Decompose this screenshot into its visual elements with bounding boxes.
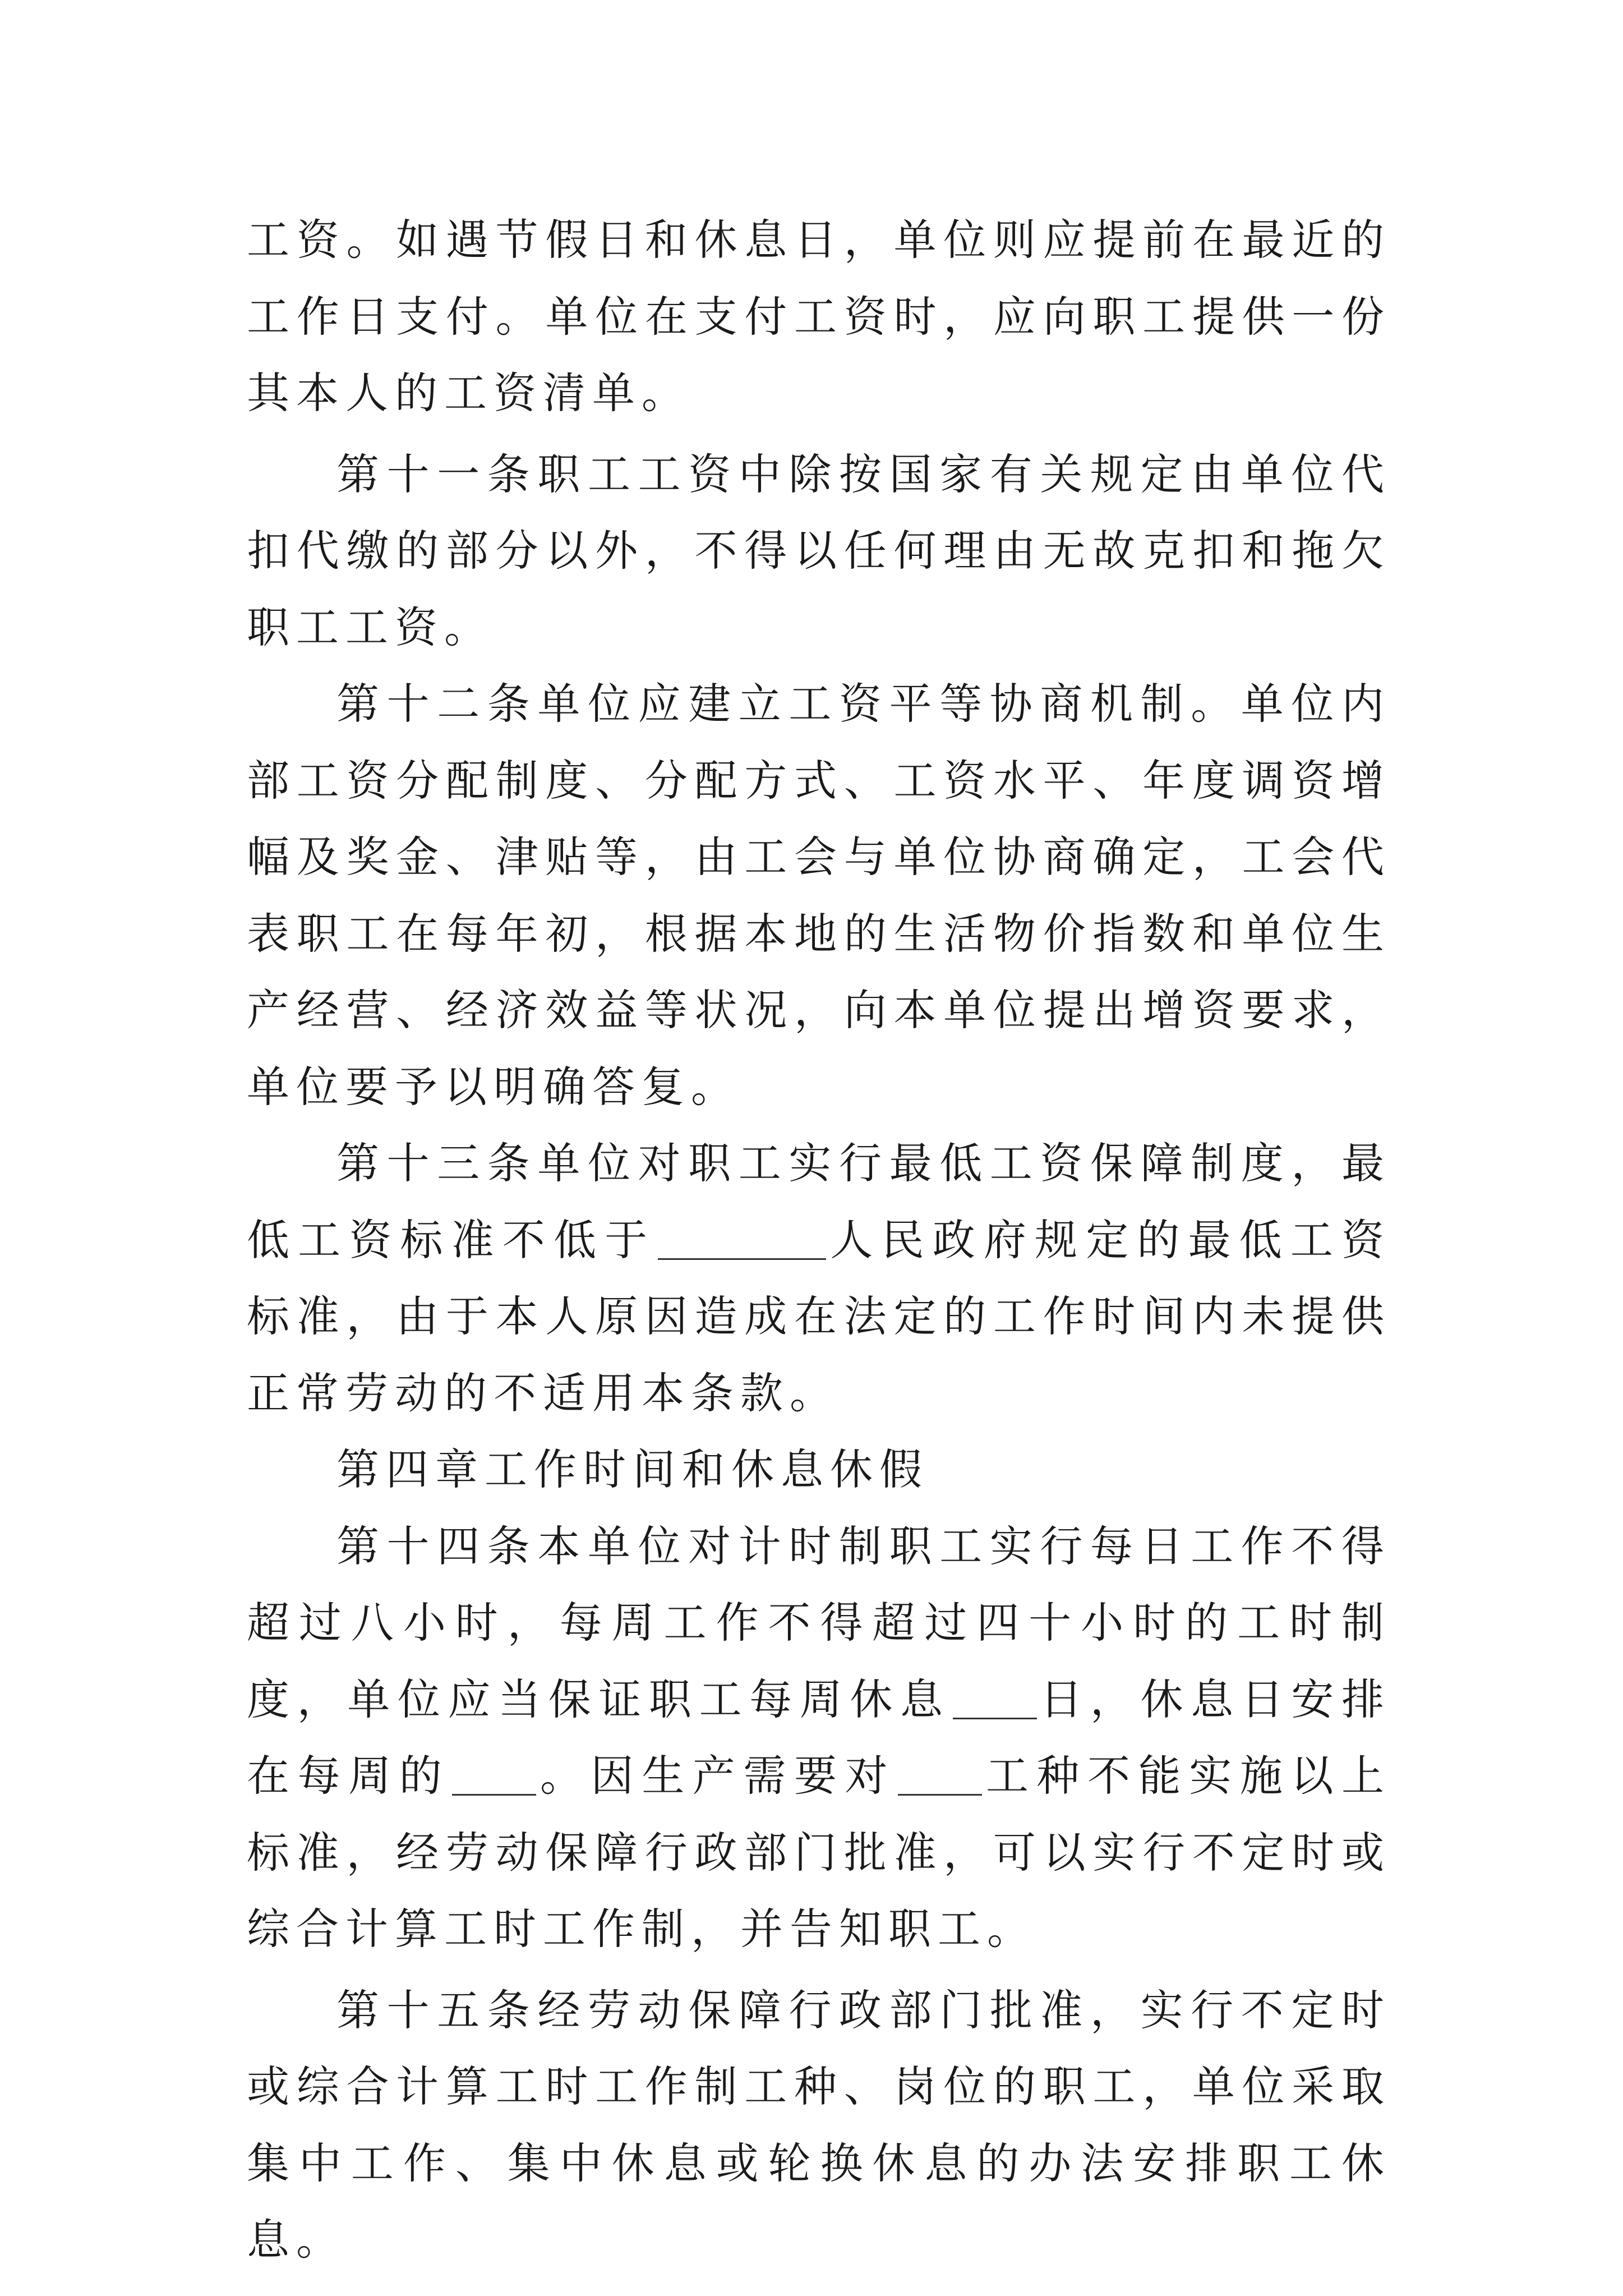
paragraph-text: 工资。如遇节假日和休息日，单位则应提前在最近的工作日支付。单位在支付工资时，应向职工提供一份其本人的工资清单。 (247, 215, 1391, 418)
paragraph-article-15 (247, 1972, 1391, 2279)
paragraph-text: 第十四条本单位对计时制职工实行每日工作不得超过八小时，每周工作不得超过四十小时的工时制度，单位应当保证职工每周休息 (247, 1521, 1391, 1724)
document-body (247, 202, 1391, 2279)
fill-in-blank (452, 1751, 536, 1796)
paragraph-text: 第十五条经劳动保障行政部门批准，实行不定时或综合计算工时工作制工种、岗位的职工，单位采取集中工作、集中休息或轮换休息的办法安排职工休息。 (247, 1985, 1391, 2265)
fill-in-blank (658, 1216, 826, 1260)
paragraph-gap (247, 432, 1391, 436)
paragraph-text: 第十二条单位应建立工资平等协商机制。单位内部工资分配制度、分配方式、工资水平、年度调资增幅及奖金、津贴等，由工会与单位协商确定，工会代表职工在每年初，根据本地的生活物价指数和单位生产经营、经济效益等状况，向本单位提出增资要求，单位要予以明确答复。 (247, 679, 1391, 1112)
paragraph-article-14 (247, 1508, 1391, 1968)
paragraph-article-11 (247, 436, 1391, 666)
chapter-heading (247, 1432, 1391, 1508)
paragraph-text: 日，休息日安排在每周的 (247, 1674, 1391, 1801)
paragraph-gap (247, 1968, 1391, 1972)
chapter-title: 第四章工作时间和休息休假 (336, 1444, 929, 1494)
fill-in-blank (953, 1675, 1037, 1719)
paragraph-text: 工种不能实施以上标准，经劳动保障行政部门批准，可以实行不定时或综合计算工时工作制，并告知职工。 (247, 1751, 1391, 1954)
paragraph-article-12 (247, 666, 1391, 1125)
paragraph-text: 第十一条职工工资中除按国家有关规定由单位代扣代缴的部分以外，不得以任何理由无故克扣和拖欠职工工资。 (247, 449, 1391, 652)
paragraph-text: 。因生产需要对 (538, 1751, 896, 1801)
paragraph-text: 第十三条单位对职工实行最低工资保障制度，最低工资标准不低于 (247, 1138, 1391, 1265)
paragraph-text: 人民政府规定的最低工资标准，由于本人原因造成在法定的工作时间内未提供正常劳动的不适用本条款。 (247, 1214, 1391, 1418)
paragraph-article-13 (247, 1125, 1391, 1432)
paragraph-wage-payment (247, 202, 1391, 432)
fill-in-blank (898, 1751, 982, 1796)
